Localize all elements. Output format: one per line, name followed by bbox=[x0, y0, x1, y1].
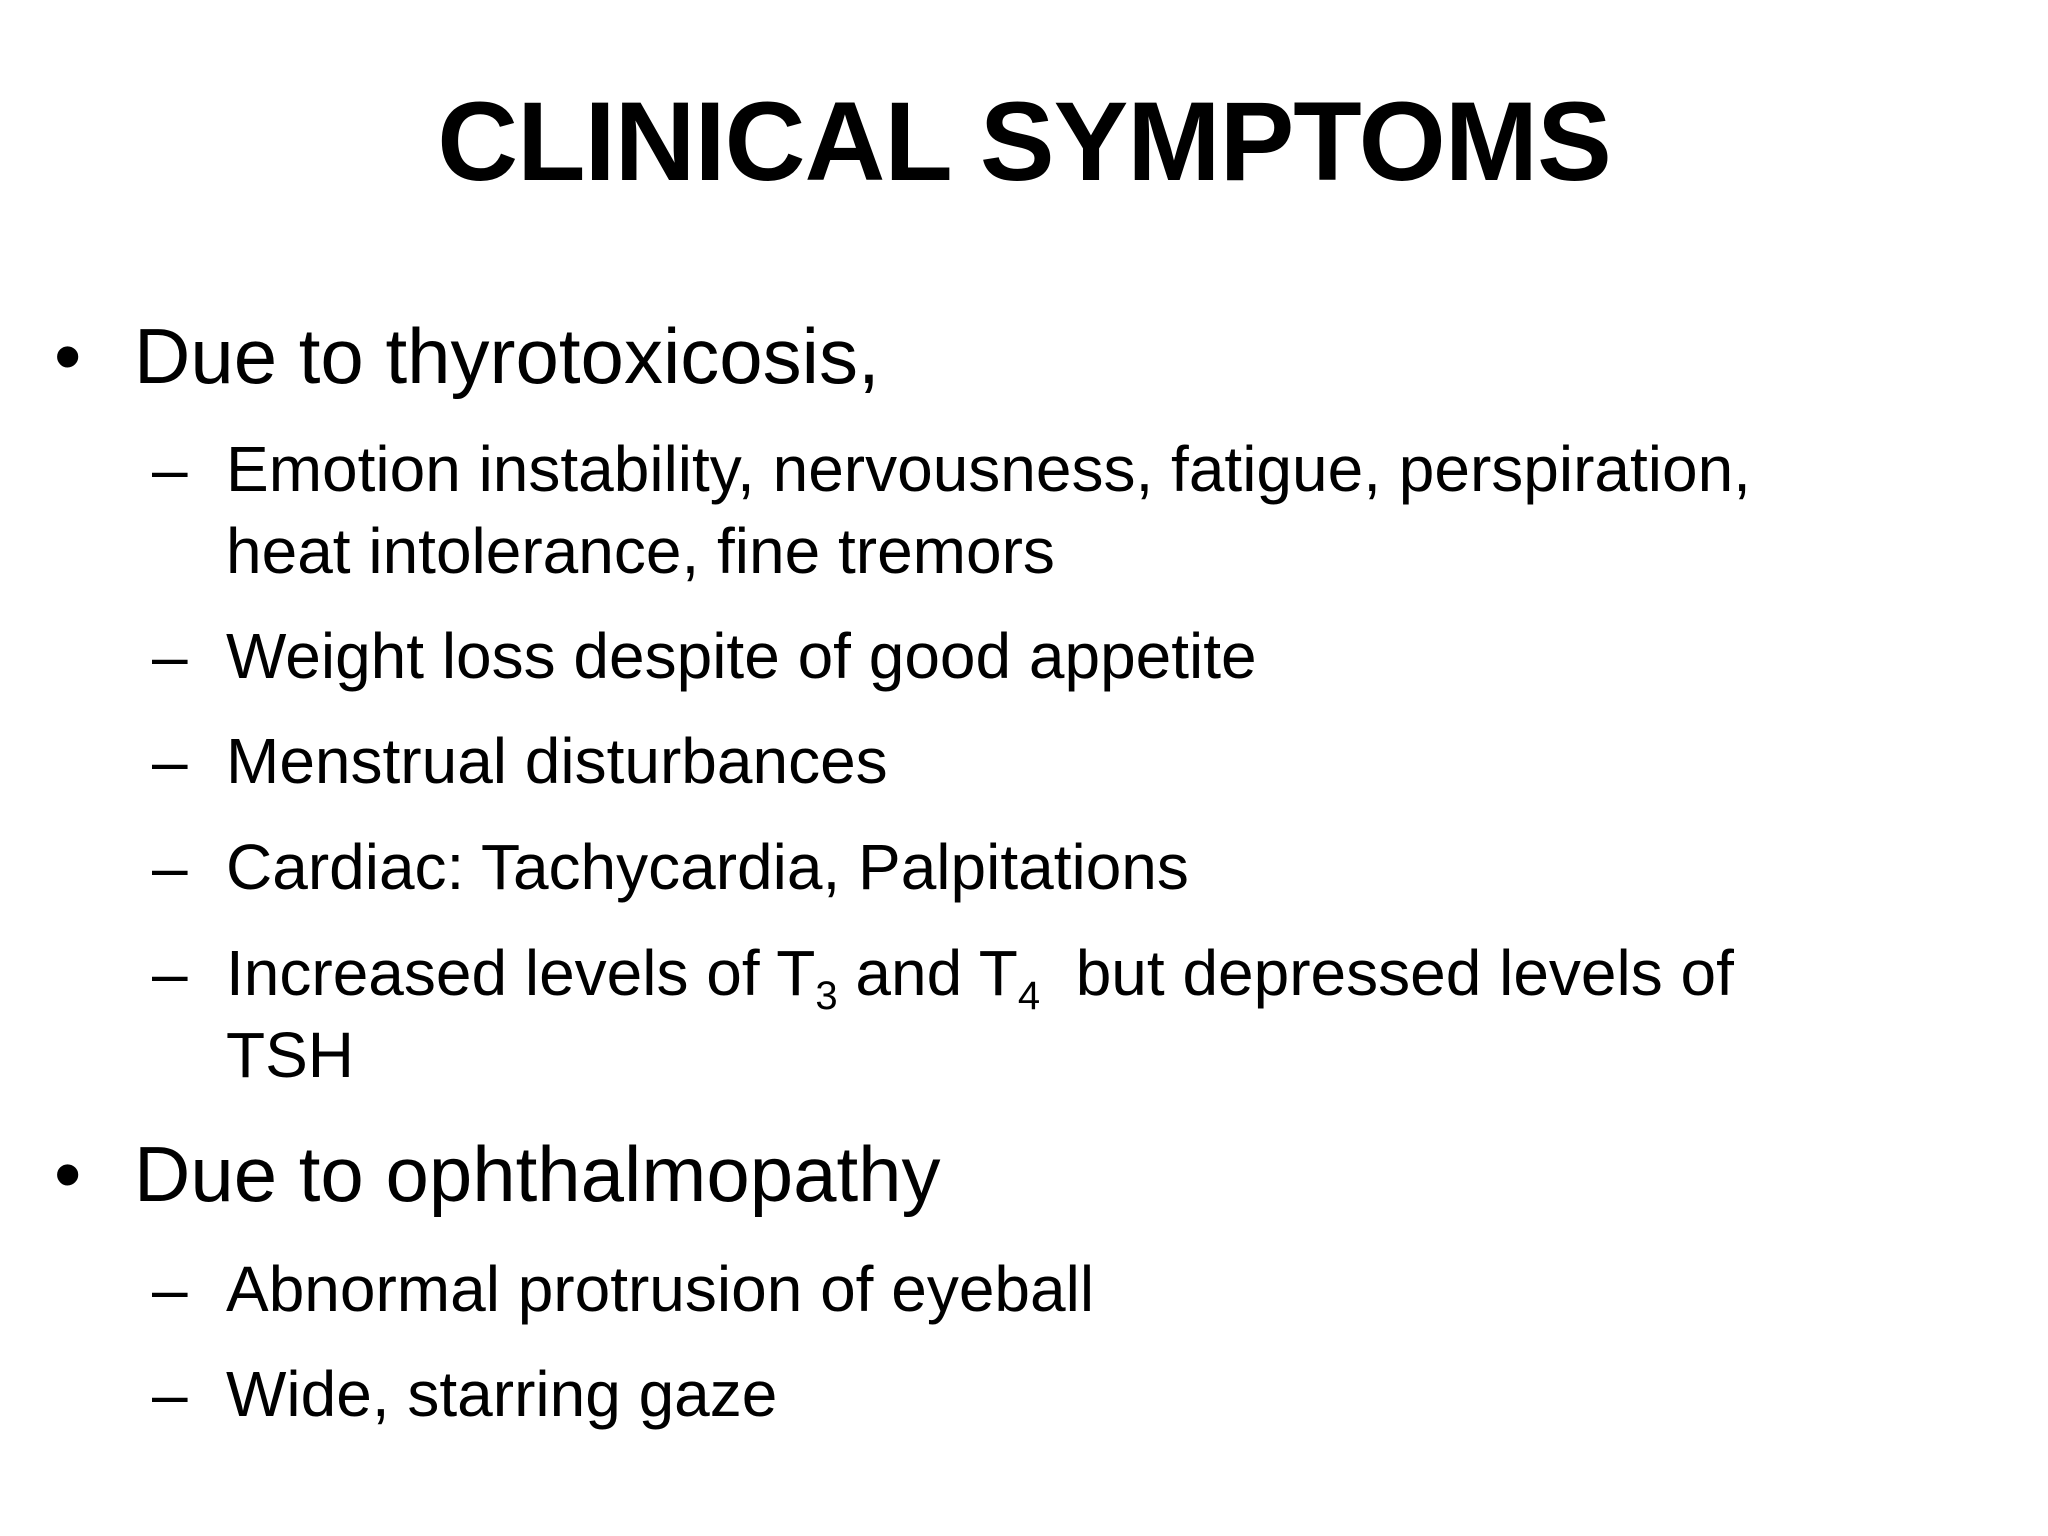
sub-item-part3: but depressed levels of bbox=[1040, 937, 1734, 1009]
bullet-glyph: • bbox=[54, 312, 82, 400]
section-heading: Due to thyrotoxicosis, bbox=[134, 312, 880, 400]
dash-glyph: – bbox=[152, 620, 188, 692]
subscript-4: 4 bbox=[1017, 974, 1041, 1018]
dash-glyph: – bbox=[152, 725, 188, 797]
sub-item-line2: TSH bbox=[226, 1019, 354, 1091]
sub-item-hormone-levels bbox=[152, 932, 2006, 1096]
bullet-ophthalmopathy bbox=[54, 1128, 1994, 1220]
sub-item-weight-loss bbox=[152, 615, 2006, 697]
sub-item-text: Wide, starring gaze bbox=[226, 1358, 778, 1430]
dash-glyph: – bbox=[152, 937, 188, 1009]
bullet-glyph: • bbox=[54, 1130, 82, 1218]
sub-item-gaze bbox=[152, 1353, 2006, 1435]
sub-item-text: Weight loss despite of good appetite bbox=[226, 620, 1257, 692]
sub-item-menstrual bbox=[152, 720, 2006, 802]
sub-item-part1: Increased levels of T bbox=[226, 937, 816, 1009]
sub-item-text: Menstrual disturbances bbox=[226, 725, 888, 797]
dash-glyph: – bbox=[152, 1358, 188, 1430]
dash-glyph: – bbox=[152, 1253, 188, 1325]
sub-item-line1: Emotion instability, nervousness, fatigue, perspiration, bbox=[226, 433, 1751, 505]
subscript-3: 3 bbox=[815, 974, 838, 1018]
sub-item-cardiac bbox=[152, 826, 2006, 908]
sub-item-emotion bbox=[152, 428, 2006, 592]
bullet-thyrotoxicosis bbox=[54, 310, 1994, 402]
sub-item-part2: and T bbox=[837, 937, 1018, 1009]
section-heading: Due to ophthalmopathy bbox=[134, 1130, 941, 1218]
sub-item-text: Cardiac: Tachycardia, Palpitations bbox=[226, 831, 1189, 903]
sub-item-protrusion bbox=[152, 1248, 2006, 1330]
sub-item-text: Abnormal protrusion of eyeball bbox=[226, 1253, 1095, 1325]
dash-glyph: – bbox=[152, 831, 188, 903]
sub-item-line2: heat intolerance, fine tremors bbox=[226, 515, 1055, 587]
dash-glyph: – bbox=[152, 433, 188, 505]
slide-title: CLINICAL SYMPTOMS bbox=[437, 79, 1611, 204]
